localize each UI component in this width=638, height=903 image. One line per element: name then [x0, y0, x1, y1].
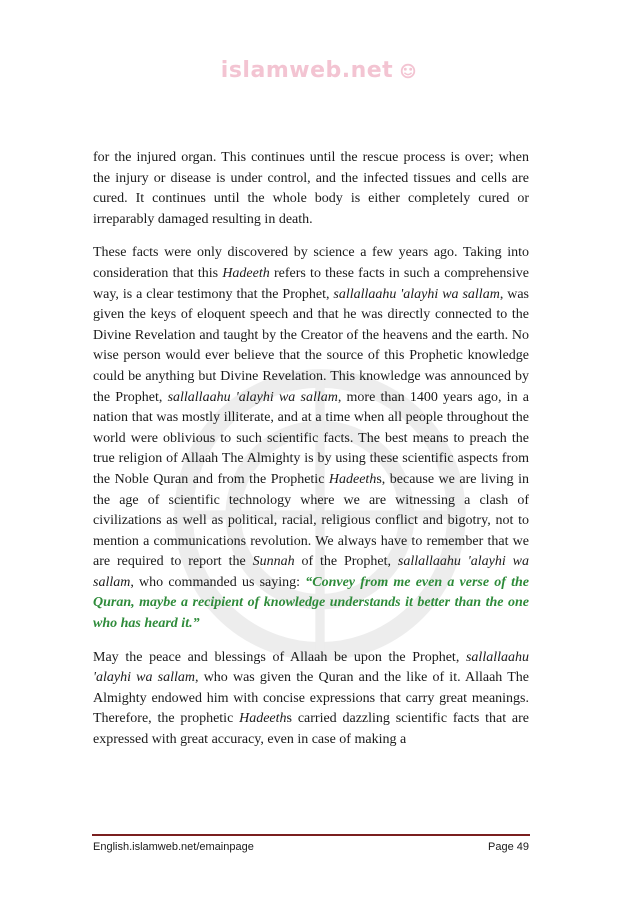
term-hadeeth: Hadeeth	[239, 711, 287, 727]
term-hadeeth: Hadeeth	[222, 265, 270, 281]
site-logo	[0, 58, 638, 83]
paragraph-text: for the injured organ. This continues until the rescue process is over; when the injury or disease is under control, and the infected tissues and cells are cured. It continues until the whole body is either completely cured or irreparably damaged resulting in death.	[93, 150, 529, 227]
term-salutation: sallallaahu 'alayhi wa sallam	[333, 286, 500, 302]
term-salutation: sallallaahu 'alayhi wa sallam	[93, 554, 529, 590]
hadeeth-quote: “Convey from me even a verse of the Quran, maybe a recipient of knowledge understands it better than the one who has heard it.”	[93, 574, 530, 632]
term-hadeeth: Hadeeth	[328, 471, 377, 487]
paragraph-text: , who was given the Quran and the like of it. Allaah The Almighty endowed him with concise expressions that carry great meanings. Therefore, the prophetic	[93, 670, 529, 727]
paragraph-3	[93, 648, 529, 751]
term-salutation: sallallaahu 'alayhi wa sallam	[167, 389, 338, 405]
paragraph-text: of the Prophet,	[294, 554, 398, 570]
paragraph-text: s, because we are living in the age of scientific technology where we are witnessing a clash of civilizations as well as political, racial, religious conflict and bigotry, not to mention a communications revolution. We always have to remember that we are required to report the	[93, 471, 529, 570]
paragraph-text: refers to these facts in such a comprehensive way, is a clear testimony that the Prophet,	[93, 265, 529, 302]
paragraph-text: May the peace and blessings of Allaah be upon the Prophet,	[93, 649, 466, 665]
paragraph-2	[93, 243, 529, 634]
paragraph-text: , was given the keys of eloquent speech and that he was directly connected to the Divine Revelation and taught by the Creator of the heavens and the earth. No wise person would ever believe that the source of this Prophetic knowledge could be anything but Divine Revelation. This knowledge was announced by the Prophet,	[93, 286, 530, 405]
paragraph-text: , who commanded us saying:	[130, 574, 306, 590]
logo-flower-icon	[399, 62, 417, 80]
logo-text: islamweb.net	[220, 58, 394, 83]
term-salutation: sallallaahu 'alayhi wa sallam	[93, 649, 529, 686]
paragraph-text: These facts were only discovered by science a few years ago. Taking into consideration that this	[93, 245, 529, 281]
paragraph-1	[93, 148, 529, 230]
footer-page-number: Page 49	[488, 841, 529, 853]
paragraph-text: , more than 1400 years ago, in a nation that was mostly illiterate, and at a time when all people throughout the world were oblivious to such scientific facts. The best means to preach the true religion of Allaah The Almighty is by using these scientific aspects from the Noble Quran and from the Prophetic	[93, 389, 529, 487]
paragraph-text: s carried dazzling scientific facts that are expressed with great accuracy, even in case of making a	[93, 711, 529, 748]
document-body	[93, 148, 529, 764]
footer-divider	[92, 834, 530, 836]
footer-site-url: English.islamweb.net/emainpage	[93, 841, 254, 853]
term-sunnah: Sunnah	[252, 554, 295, 570]
